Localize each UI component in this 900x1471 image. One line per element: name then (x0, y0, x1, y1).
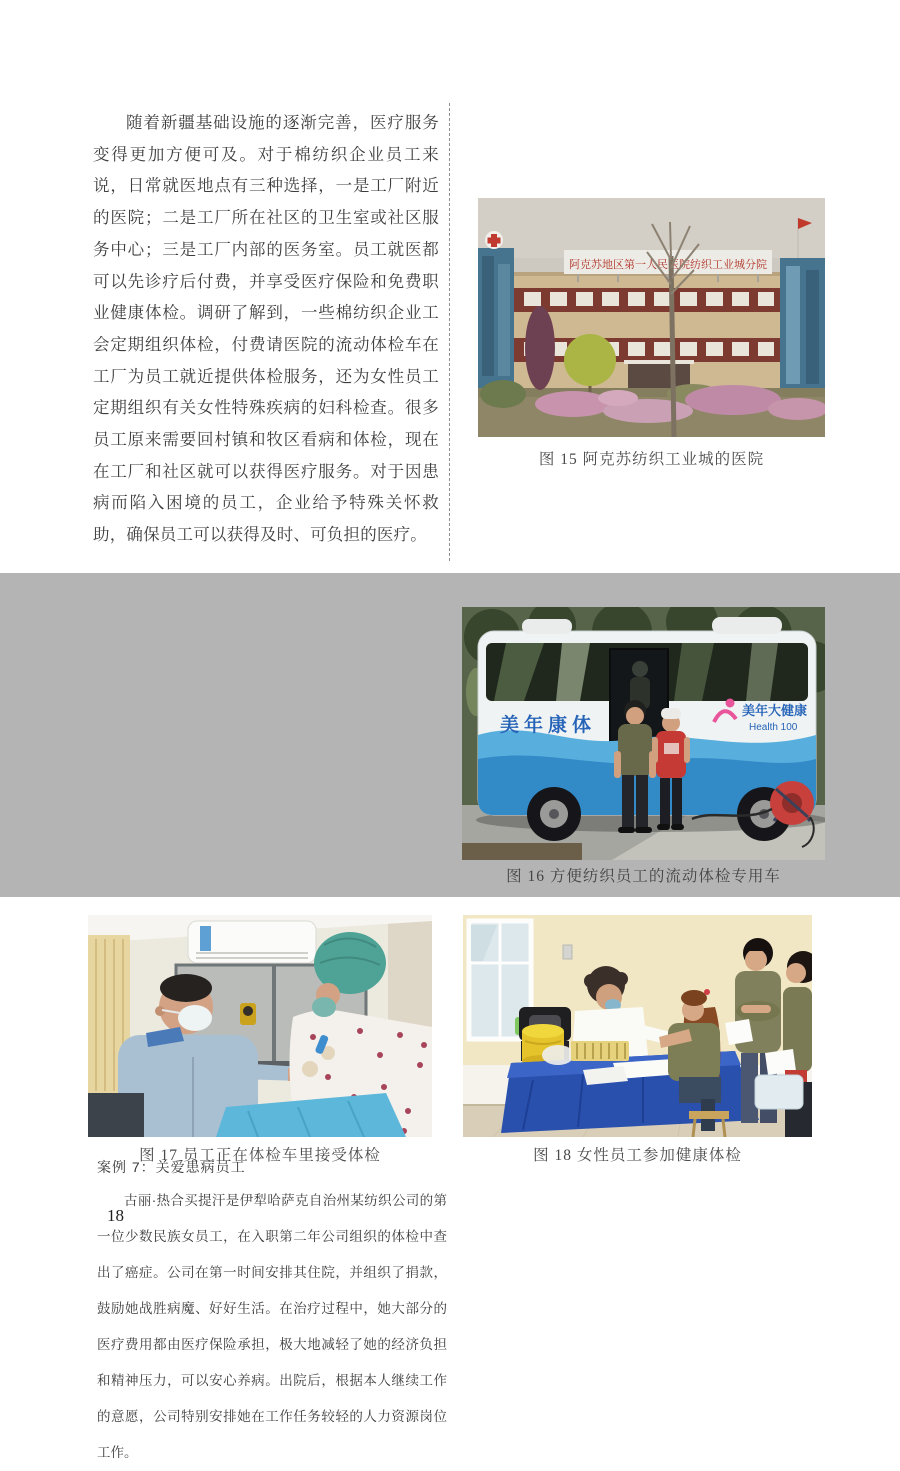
red-cross-icon (485, 231, 503, 249)
column-divider (449, 103, 450, 561)
figure16-caption: 图 16 方便纺织员工的流动体检专用车 (506, 868, 781, 885)
hospital-photo (478, 198, 825, 437)
figure17-caption: 图 17 员工正在体检车里接受体检 (139, 1147, 381, 1164)
case-paragraph: 古丽·热合买提汗是伊犁哈萨克自治州某纺织公司的第一位少数民族女员工，在入职第二年公司组织的体检中查出了癌症。公司在第一时间安排其住院，并组织了捐款，鼓励她战胜病魔、好好生活。在治疗过程中，她大部分的医疗费用都由医疗保险承担，极大地减轻了她的经济负担和精神压力，可以安心养病。出院后，根据本人继续工作的意愿，公司特别安排她在工作任务较轻的人力资源岗位工作。 (97, 1193, 447, 1460)
exam-vehicle-photo (88, 915, 432, 1137)
main-paragraph: 随着新疆基础设施的逐渐完善，医疗服务变得更加方便可及。对于棉纺织企业员工来说，日常就医地点有三种选择，一是工厂附近的医院；二是工厂所在社区的卫生室或社区服务中心；三是工厂内部的医务室。员工就医都可以先诊疗后付费，并享受医疗保险和免费职业健康体检。调研了解到，一些棉纺织企业工会定期组织体检，付费请医院的流动体检车在工厂为员工就近提供体检服务，还为女性员工定期组织有关女性特殊疾病的妇科检查。很多员工原来需要回村镇和牧区看病和体检，现在在工厂和社区就可以获得医疗服务。对于因患病而陷入困境的员工，企业给予特殊关怀救助，确保员工可以获得及时、可负担的医疗。 (93, 114, 439, 545)
hospital-sign-text: 阿克苏地区第一人民医院纺织工业城分院 (569, 259, 767, 271)
air-conditioner (188, 921, 316, 963)
bus-side-text: 美年康体 (500, 715, 597, 736)
case-title: 案例 7：关爱患病员工 (97, 1159, 246, 1175)
page-number: 18 (107, 1206, 124, 1225)
bus-brand-cn: 美年大健康 (742, 703, 808, 718)
health-check-photo (463, 915, 812, 1137)
medical-bus-photo (462, 607, 825, 860)
figure18-caption: 图 18 女性员工参加健康体检 (533, 1147, 742, 1164)
figure15-caption: 图 15 阿克苏纺织工业城的医院 (538, 451, 765, 468)
bus-brand-en: Health 100 (749, 722, 798, 733)
